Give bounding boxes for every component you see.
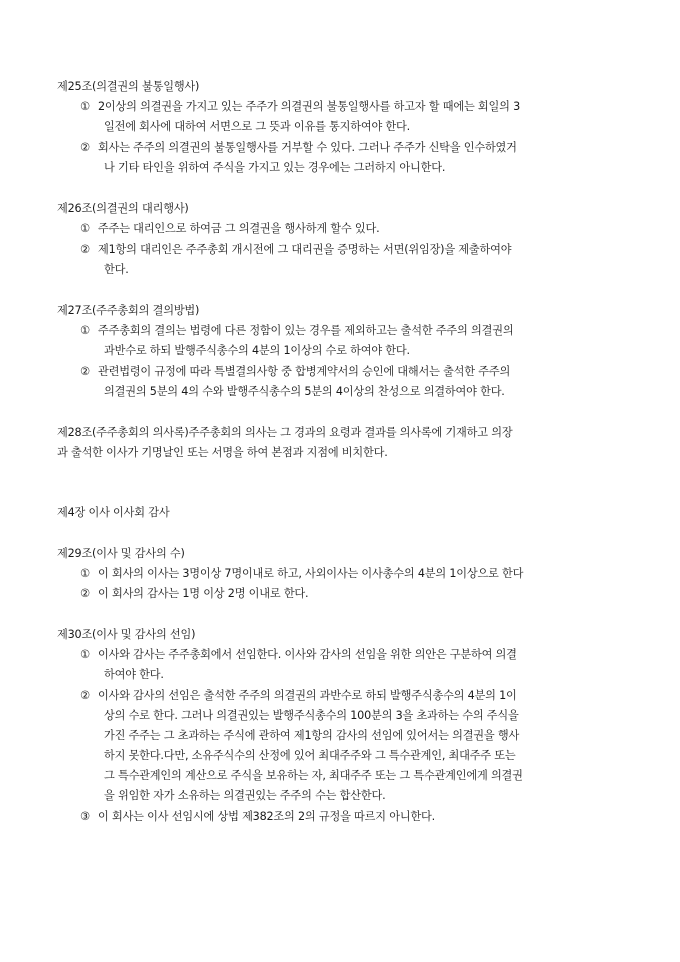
chapter-4-heading: 제4장 이사 이사회 감사: [57, 506, 170, 519]
article-30-p1-line2: 하여야 한다.: [104, 668, 164, 681]
article-28-line1: 제28조(주주총회의 의사록)주주총회의 의사는 그 경과의 요령과 결과를 의사록에 기재하고 의장: [57, 426, 513, 439]
article-27-p1-text1: 주주총회의 결의는 법령에 다른 정함이 있는 경우를 제외하고는 출석한 주주의 의결권의: [98, 324, 514, 337]
circled-number-1: ①: [80, 648, 90, 661]
article-25-p1-text1: 2이상의 의결권을 가지고 있는 주주가 의결권의 불통일행사를 하고자 할 때에는 회일의 3: [98, 100, 521, 113]
article-30-p2-line5: 그 특수관계인의 계산으로 주식을 보유하는 자, 최대주주 또는 그 특수관계인에게 의결권: [104, 769, 523, 782]
article-30-p2-line3: 가진 주주는 그 초과하는 주식에 관하여 제1항의 감사의 선임에 있어서는 의결권을 행사: [104, 729, 520, 742]
article-30-p1-line1: [80, 647, 517, 663]
circled-number-2: ②: [80, 689, 90, 702]
article-25-p1-line1: [80, 99, 520, 115]
circled-number-1: ①: [80, 567, 90, 580]
article-27-p1-line2: 과반수로 하되 발행주식총수의 4분의 1이상의 수로 하여야 한다.: [104, 344, 410, 357]
article-25-p2-line1: [80, 140, 517, 156]
article-26-p2-line2: 한다.: [104, 263, 129, 276]
article-26-p1-text1: 주주는 대리인으로 하여금 그 의결권을 행사하게 할수 있다.: [98, 222, 380, 235]
article-30-p2-line4: 하지 못한다.다만, 소유주식수의 산정에 있어 최대주주와 그 특수관계인, 최대주주 또는: [104, 749, 516, 762]
circled-number-2: ②: [80, 243, 90, 256]
article-29-p2-line1: [80, 586, 308, 602]
circled-number-2: ②: [80, 587, 90, 600]
article-25-heading: 제25조(의결권의 불통일행사): [57, 80, 200, 93]
article-28-line2: 과 출석한 이사가 기명날인 또는 서명을 하여 본점과 지점에 비치한다.: [57, 446, 388, 459]
circled-number-1: ①: [80, 324, 90, 337]
article-30-p2-text1: 이사와 감사의 선임은 출석한 주주의 의결권의 과반수로 하되 발행주식총수의 4분의 1이: [98, 689, 517, 702]
article-25-p1-line2: 일전에 회사에 대하여 서면으로 그 뜻과 이유를 통지하여야 한다.: [104, 120, 410, 133]
article-26-heading: 제26조(의결권의 대리행사): [57, 202, 189, 215]
article-26-p2-text1: 제1항의 대리인은 주주총회 개시전에 그 대리권을 증명하는 서면(위임장)을 제출하여야: [98, 243, 512, 256]
article-25-p2-text1: 회사는 주주의 의결권의 불통일행사를 거부할 수 있다. 그러나 주주가 신탁을 인수하였거: [98, 141, 517, 154]
article-30-p2-line1: [80, 688, 517, 704]
article-30-p2-line2: 상의 수로 한다. 그러나 의결권있는 발행주식총수의 100분의 3을 초과하는 수의 주식을: [104, 709, 519, 722]
article-30-p2-line6: 을 위임한 자가 소유하는 의결권있는 주주의 수는 합산한다.: [104, 789, 386, 802]
article-27-p1-line1: [80, 323, 513, 339]
article-30-p1-text1: 이사와 감사는 주주총회에서 선임한다. 이사와 감사의 선임을 위한 의안은 구분하여 의결: [98, 648, 517, 661]
article-27-p2-text1: 관련법령이 규정에 따라 특별결의사항 중 합병계약서의 승인에 대해서는 출석한 주주의: [98, 365, 511, 378]
circled-number-2: ②: [80, 365, 90, 378]
circled-number-1: ①: [80, 100, 90, 113]
article-30-heading: 제30조(이사 및 감사의 선임): [57, 628, 196, 641]
circled-number-1: ①: [80, 222, 90, 235]
article-26-p1-line1: [80, 221, 379, 237]
article-29-p1-line1: [80, 566, 523, 582]
circled-number-2: ②: [80, 141, 90, 154]
article-29-p1-text1: 이 회사의 이사는 3명이상 7명이내로 하고, 사외이사는 이사총수의 4분의 1이상으로 한다: [98, 567, 524, 580]
article-29-p2-text1: 이 회사의 감사는 1명 이상 2명 이내로 한다.: [98, 587, 309, 600]
article-30-p3-text1: 이 회사는 이사 선임시에 상법 제382조의 2의 규정을 따르지 아니한다.: [98, 810, 436, 823]
article-27-heading: 제27조(주주총회의 결의방법): [57, 304, 200, 317]
article-26-p2-line1: [80, 242, 511, 258]
article-27-p2-line1: [80, 364, 510, 380]
article-25-p2-line2: 나 기타 타인을 위하여 주식을 가지고 있는 경우에는 그러하지 아니한다.: [104, 161, 446, 174]
article-30-p3-line1: [80, 809, 435, 825]
article-29-heading: 제29조(이사 및 감사의 수): [57, 547, 185, 560]
article-27-p2-line2: 의결권의 5분의 4의 수와 발행주식총수의 5분의 4이상의 찬성으로 의결하여야 한다.: [104, 385, 505, 398]
circled-number-3: ③: [80, 810, 90, 823]
